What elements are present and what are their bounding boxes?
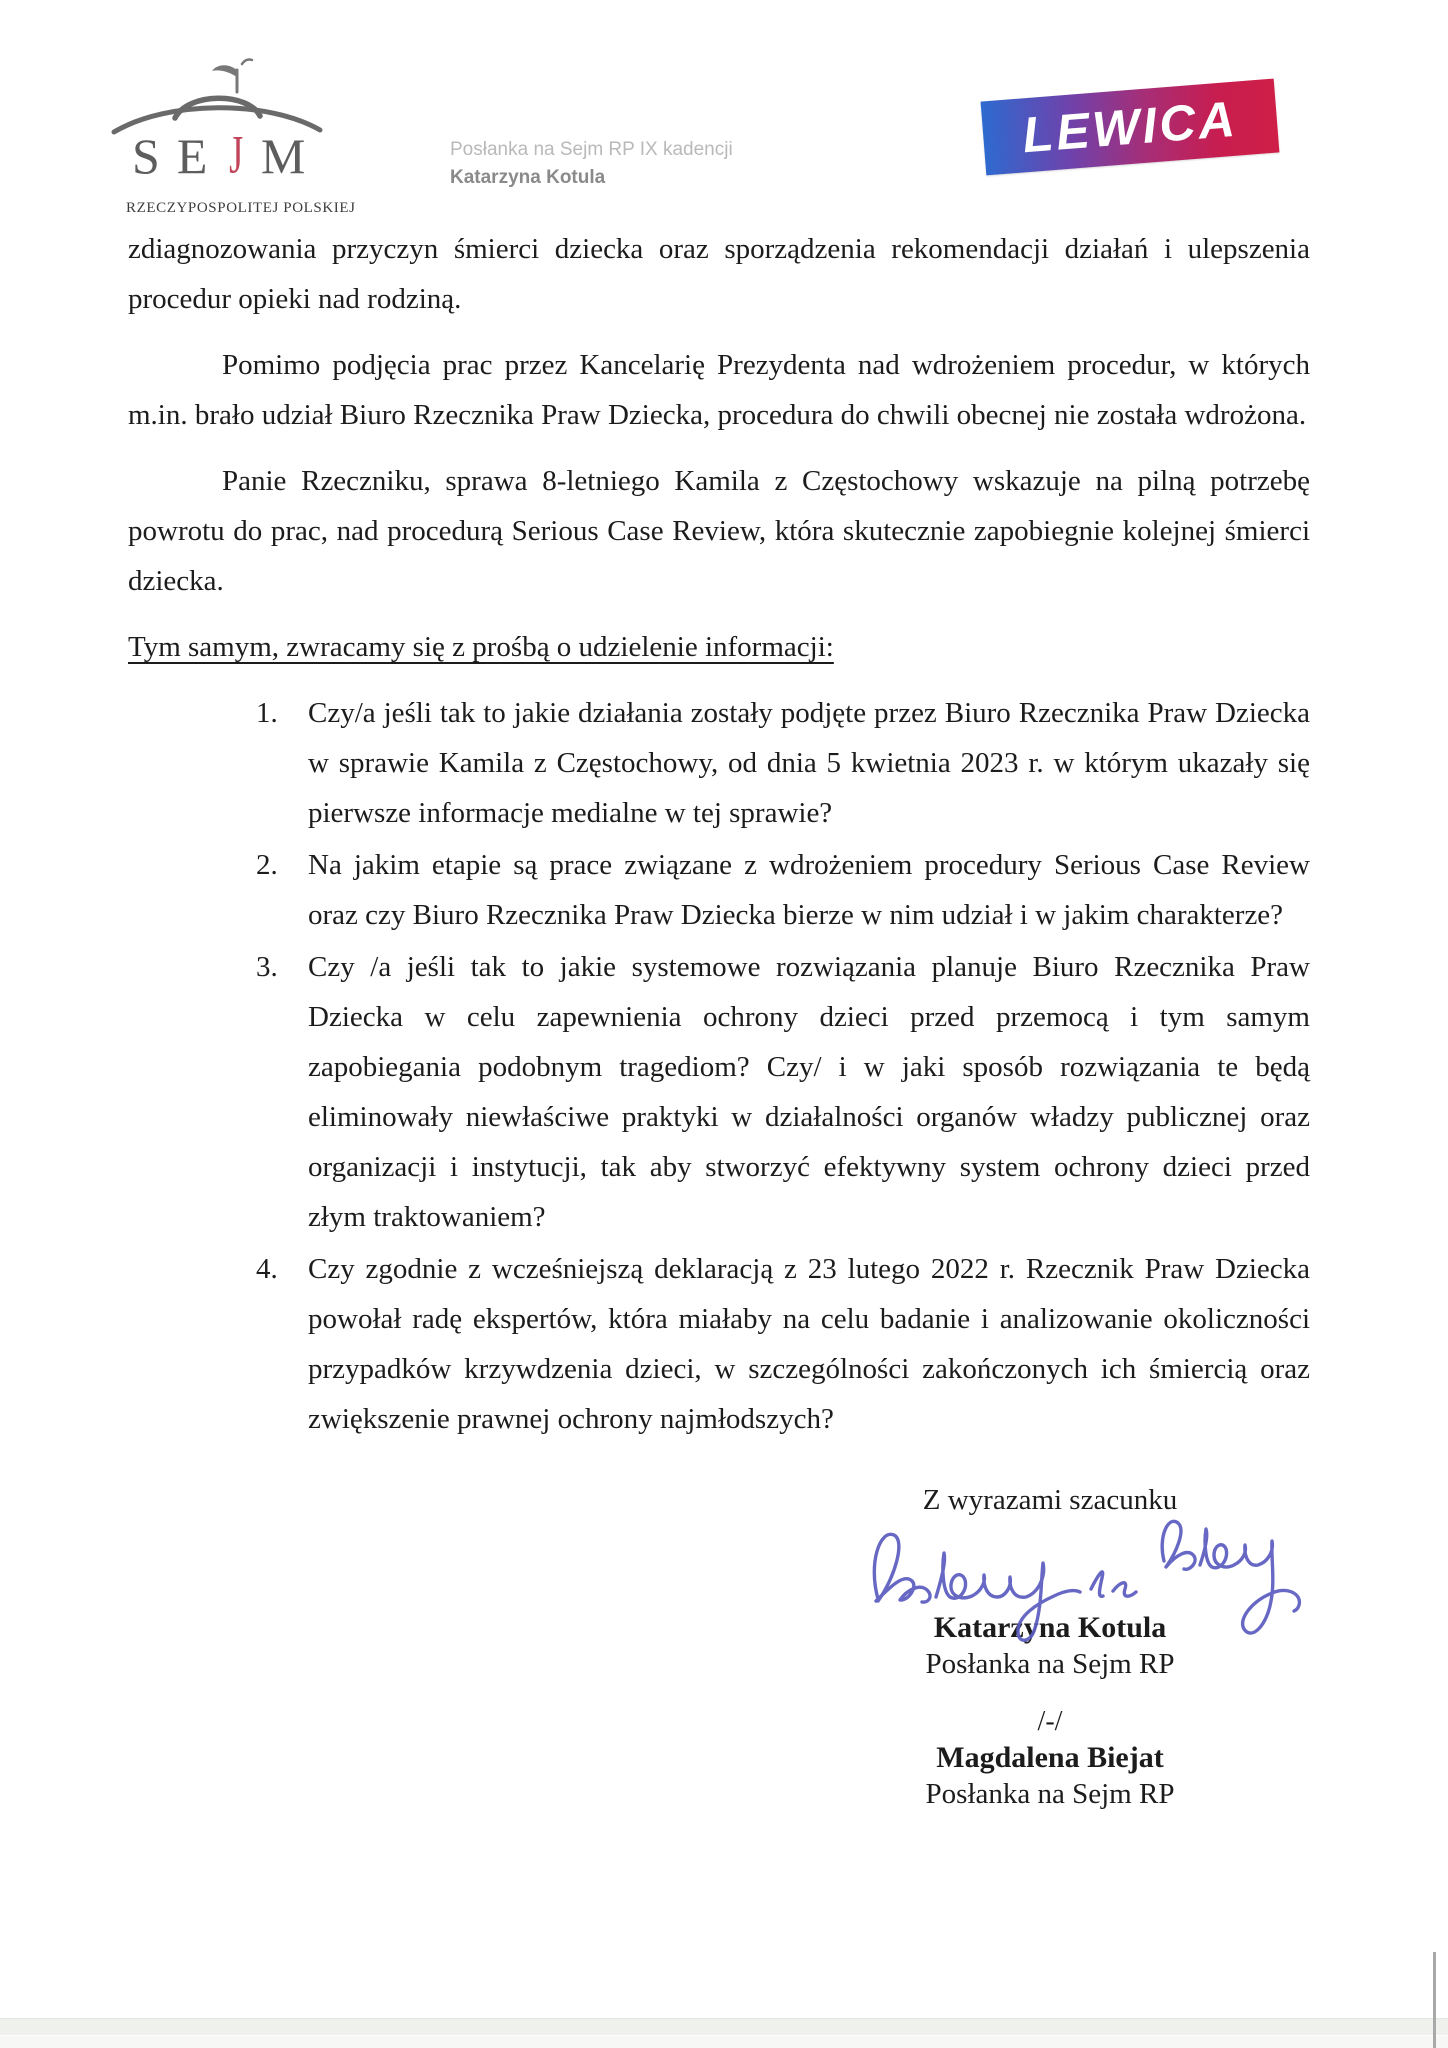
sejm-wordmark: [132, 123, 323, 185]
signatory-title: Posłanka na Sejm RP: [925, 1648, 1175, 1680]
item-number: 2.: [256, 849, 278, 881]
signed-mark: /-/: [1037, 1706, 1063, 1737]
sender-role: Posłanka na Sejm RP IX kadencji: [450, 139, 733, 160]
salutation: Z wyrazami szacunku: [922, 1484, 1178, 1516]
paragraph: zdiagnozowania przyczyn śmierci dziecka oraz sporządzenia rekomendacji działań i ulepszenia procedur opieki nad rodziną.: [128, 233, 1310, 315]
closing-block: [790, 1475, 1310, 1812]
item-text: Czy/a jeśli tak to jakie działania zostały podjęte przez Biuro Rzecznika Praw Dziecka w sprawie Kamila z Częstochowy, od dnia 5 kwietnia 2023 r. w którym ukazały się pierwsze informacje medialne w tej sprawie?: [308, 697, 1310, 829]
request-list: [128, 688, 1310, 1444]
scan-band-light: [0, 2036, 1448, 2048]
signatory-title: Posłanka na Sejm RP: [925, 1778, 1175, 1810]
lewica-banner: [981, 79, 1280, 176]
sejm-dome-icon: [108, 56, 328, 136]
signatory-name: Magdalena Biejat: [936, 1741, 1164, 1774]
list-item: [128, 942, 1310, 1242]
list-item: [128, 688, 1310, 838]
paragraph: Pomimo podjęcia prac przez Kancelarię Prezydenta nad wdrożeniem procedur, w których m.in. brało udział Biuro Rzecznika Praw Dziecka, procedura do chwili obecnej nie została wdrożona.: [128, 349, 1310, 431]
lewica-label: LEWICA: [1020, 90, 1240, 164]
scan-band: [0, 2018, 1448, 2035]
list-item: [128, 1244, 1310, 1444]
item-text: Na jakim etapie są prace związane z wdrożeniem procedury Serious Case Review oraz czy Biuro Rzecznika Praw Dziecka bierze w nim udział i w jakim charakterze?: [308, 849, 1310, 931]
sejm-subtitle: RZECZYPOSPOLITEJ POLSKIEJ: [126, 200, 356, 216]
sejm-flag-icon: [212, 60, 252, 93]
list-item: [128, 840, 1310, 940]
item-number: 3.: [256, 951, 278, 983]
sender-name: Katarzyna Kotula: [450, 167, 606, 188]
sejm-letter-j-red-mark: J: [229, 123, 256, 185]
item-number: 1.: [256, 697, 278, 729]
signatory-name: Katarzyna Kotula: [933, 1611, 1167, 1644]
sejm-letter: S: [132, 128, 177, 184]
request-heading: Tym samym, zwracamy się z prośbą o udzielenie informacji:: [128, 631, 834, 663]
paragraph: Panie Rzeczniku, sprawa 8-letniego Kamila z Częstochowy wskazuje na pilną potrzebę powrotu do prac, nad procedurą Serious Case Review, która skutecznie zapobiegnie kolejnej śmierci dziecka.: [128, 465, 1310, 597]
letter-body: [128, 224, 1310, 1446]
sender-block: [450, 138, 733, 190]
sejm-letter: E: [176, 128, 225, 184]
item-text: Czy zgodnie z wcześniejszą deklaracją z 23 lutego 2022 r. Rzecznik Praw Dziecka powołał radę ekspertów, która miałaby na celu badanie i analizowanie okoliczności przypadków krzywdzenia dzieci, w szczególności zakończonych ich śmiercią oraz zwiększenie prawnej ochrony najmłodszych?: [308, 1253, 1310, 1435]
item-text: Czy /a jeśli tak to jakie systemowe rozwiązania planuje Biuro Rzecznika Praw Dziecka w celu zapewnienia ochrony dzieci przed przemocą i tym samym zapobiegania podobnym tragediom? Czy/ i w jaki sposób rozwiązania te będą eliminowały niewłaściwe praktyki w działalności organów władzy publicznej oraz organizacji i instytucji, tak aby stworzyć efektywny system ochrony dzieci przed złym traktowaniem?: [308, 951, 1310, 1233]
sejm-letter: M: [260, 128, 323, 184]
scan-edge-line: [1433, 1952, 1436, 2048]
item-number: 4.: [256, 1253, 278, 1285]
